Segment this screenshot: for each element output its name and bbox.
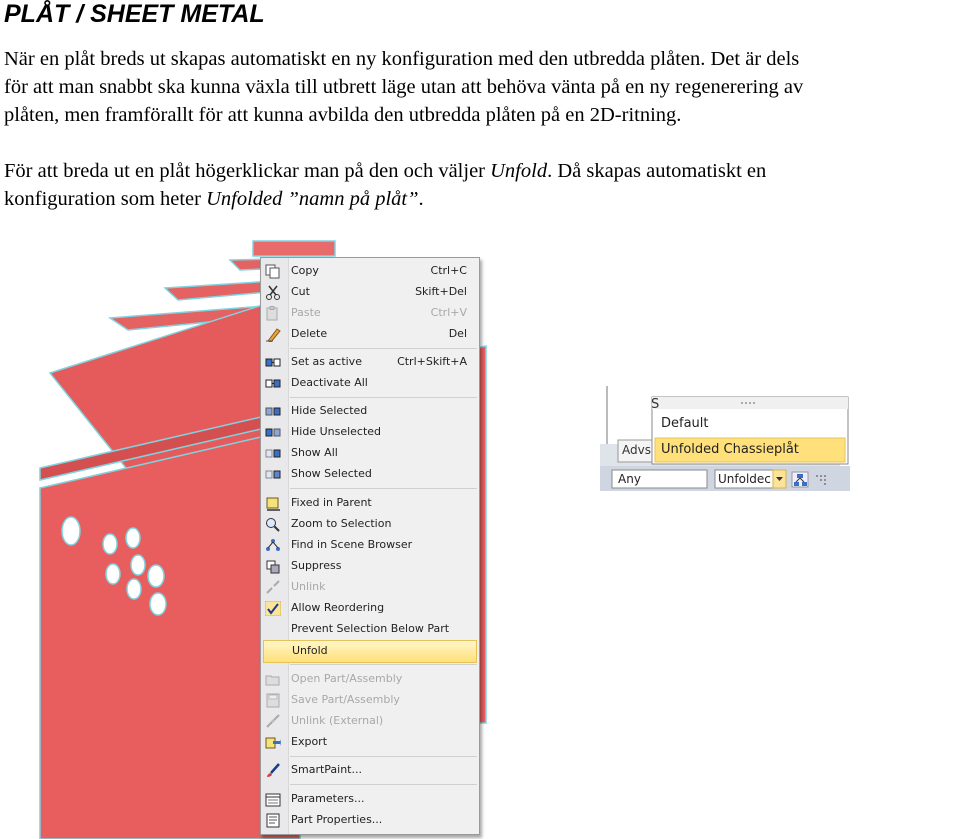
save-icon [265,693,281,708]
scene-browser-icon [265,538,281,553]
menu-item-part-properties[interactable] [261,810,479,831]
menu-label: Paste [291,306,321,319]
paragraph-1-line-3: plåten, men framförallt för att kunna avbilda den utbredda plåten på en 2D-ritning. [4,104,682,126]
menu-item-suppress[interactable] [261,556,479,577]
folder-open-icon [265,672,281,687]
text-span: . [418,188,424,210]
menu-item-cut[interactable] [261,282,479,303]
menu-item-parameters[interactable] [261,789,479,810]
configuration-select[interactable]: Unfoldec [718,472,771,486]
menu-item-hide-unselected[interactable] [261,422,479,443]
emphasis-unfold: Unfold [490,160,548,182]
menu-item-set-as-active[interactable] [261,352,479,373]
unlink-icon [265,580,281,595]
menu-separator [290,397,477,398]
hide-unselected-icon [265,425,281,440]
menu-item-open-part-assembly[interactable] [261,669,479,690]
menu-label: Copy [291,264,319,277]
checkmark-icon [265,601,281,616]
menu-label: Deactivate All [291,376,368,389]
menu-label: Save Part/Assembly [291,693,400,706]
menu-shortcut: Ctrl+V [430,306,467,319]
eraser-icon [265,327,281,342]
menu-item-allow-reordering[interactable] [261,598,479,619]
menu-item-delete[interactable] [261,324,479,345]
export-icon [265,735,281,750]
menu-item-show-selected[interactable] [261,464,479,485]
text-span: För att breda ut en plåt högerklickar man på den och väljer [4,160,491,182]
menu-item-unfold[interactable] [263,640,477,663]
configuration-panel [600,386,850,491]
menu-label: Zoom to Selection [291,517,392,530]
emphasis-config-name: Unfolded ”namn på plåt” [206,188,419,210]
filter-any-select[interactable]: Any [618,472,641,486]
config-option-unfolded[interactable]: Unfolded Chassieplåt [661,442,799,457]
menu-item-export[interactable] [261,732,479,753]
network-icon [792,472,808,487]
paragraph-2-line-2 [4,186,424,213]
text-span: . Då skapas automatiskt en [547,160,767,182]
advs-tab[interactable]: Advs [622,443,651,457]
menu-label: Hide Selected [291,404,368,417]
fixed-in-parent-icon [265,496,281,511]
set-active-icon [265,355,281,370]
menu-item-find-in-scene-browser[interactable] [261,535,479,556]
menu-label: Show Selected [291,467,372,480]
menu-label: Find in Scene Browser [291,538,413,551]
zoom-icon [265,517,281,532]
menu-label: Unlink [291,580,326,593]
parameters-icon [265,792,281,807]
show-selected-icon [265,467,281,482]
paragraph-2-line-1 [4,158,766,185]
deactivate-icon [265,376,281,391]
unlink-external-icon [265,714,281,729]
menu-label: Open Part/Assembly [291,672,403,685]
menu-label: SmartPaint... [291,763,362,776]
menu-label: Allow Reordering [291,601,385,614]
menu-label: Export [291,735,328,748]
menu-separator [290,784,477,785]
menu-shortcut: Skift+Del [415,285,467,298]
menu-label: Unlink (External) [291,714,384,727]
menu-separator [290,488,477,489]
menu-separator [290,348,477,349]
hide-selected-icon [265,404,281,419]
config-option-default[interactable]: Default [661,416,709,431]
menu-separator [290,664,477,665]
menu-label: Cut [291,285,310,298]
menu-item-paste[interactable] [261,303,479,324]
paintbrush-icon [265,763,281,778]
menu-item-zoom-to-selection[interactable] [261,514,479,535]
menu-label: Prevent Selection Below Part [291,622,450,635]
menu-item-hide-selected[interactable] [261,401,479,422]
menu-label: Parameters... [291,792,365,805]
menu-label: Fixed in Parent [291,496,372,509]
menu-separator [290,756,477,757]
menu-item-copy[interactable] [261,261,479,282]
paste-icon [265,306,281,321]
menu-item-unlink[interactable] [261,577,479,598]
suppress-icon [265,559,281,574]
menu-label: Show All [291,446,338,459]
menu-label: Delete [291,327,328,340]
properties-icon [265,813,281,828]
menu-item-prevent-selection-below-part[interactable] [261,619,479,640]
menu-item-save-part-assembly[interactable] [261,690,479,711]
page-heading: PLÅT / SHEET METAL [4,0,265,28]
show-all-icon [265,446,281,461]
menu-item-unlink-external[interactable] [261,711,479,732]
menu-item-smartpaint[interactable] [261,760,479,781]
menu-label: Hide Unselected [291,425,382,438]
menu-label: Set as active [291,355,362,368]
menu-item-fixed-in-parent[interactable] [261,493,479,514]
paragraph-1-line-1: När en plåt breds ut skapas automatiskt en ny konfiguration med den utbredda plåten. Det är dels [4,48,800,70]
menu-shortcut: Ctrl+C [430,264,467,277]
text-span: konfiguration som heter [4,188,207,210]
menu-label: Part Properties... [291,813,383,826]
menu-item-show-all[interactable] [261,443,479,464]
copy-icon [265,264,281,279]
paragraph-1-line-2: för att man snabbt ska kunna växla till utbrett läge utan att behöva vänta på en ny regenerering av [4,76,804,98]
menu-label: Unfold [292,644,328,657]
scissors-icon [265,285,281,300]
menu-item-deactivate-all[interactable] [261,373,479,394]
menu-label: Suppress [291,559,342,572]
context-menu [260,257,480,835]
menu-shortcut: Del [448,327,467,340]
menu-shortcut: Ctrl+Skift+A [397,355,467,368]
panel-letter: S [651,397,660,412]
